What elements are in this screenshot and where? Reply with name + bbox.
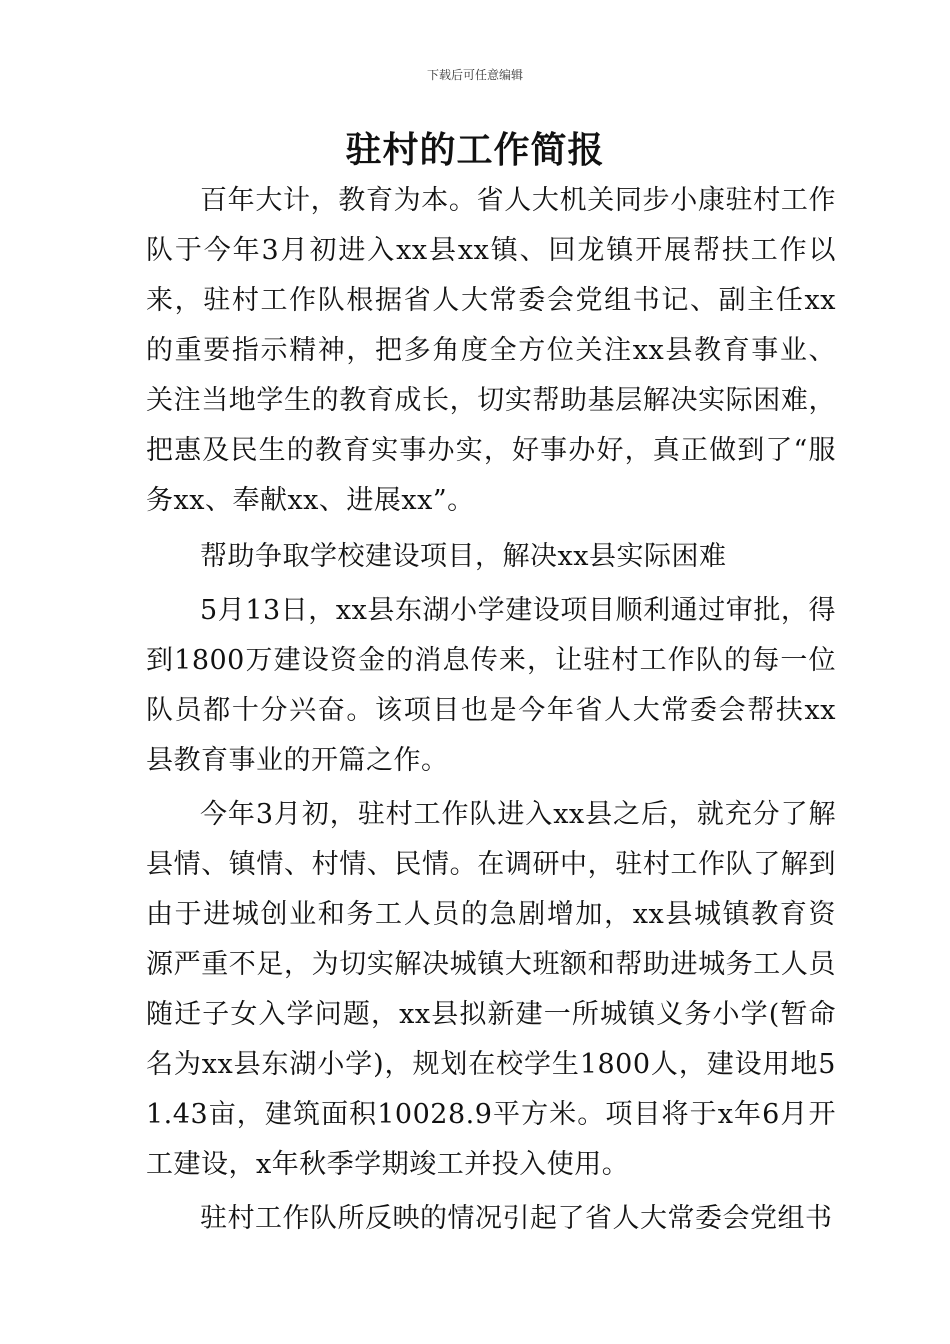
paragraph-intro: 百年大计，教育为本。省人大机关同步小康驻村工作队于今年3月初进入xx县xx镇、回龙镇开展帮扶工作以来，驻村工作队根据省人大常委会党组书记、副主任xx的重要指示精神，把多角度全方位关注xx县教育事业、关注当地学生的教育成长，切实帮助基层解决实际困难，把惠及民生的教育实事办实，好事办好，真正做到了“服务xx、奉献xx、进展xx”。 [146, 185, 836, 516]
paragraph-background: 今年3月初，驻村工作队进入xx县之后，就充分了解县情、镇情、村情、民情。在调研中，驻村工作队了解到由于进城创业和务工人员的急剧增加，xx县城镇教育资源严重不足，为切实解决城镇大班额和帮助进城务工人员随迁子女入学问题，xx县拟新建一所城镇义务小学(暂命名为xx县东湖小学)，规划在校学生1800人，建设用地51.43亩，建筑面积10028.9平方米。项目将于x年6月开工建设，x年秋季学期竣工并投入使用。 [146, 799, 836, 1180]
paragraph-project-approval: 5月13日，xx县东湖小学建设项目顺利通过审批，得到1800万建设资金的消息传来，让驻村工作队的每一位队员都十分兴奋。该项目也是今年省人大常委会帮扶xx县教育事业的开篇之作。 [146, 595, 836, 776]
document-body [146, 176, 836, 1244]
paragraph-continued: 驻村工作队所反映的情况引起了省人大常委会党组书 [200, 1203, 833, 1234]
paragraph-subheading: 帮助争取学校建设项目，解决xx县实际困难 [200, 541, 727, 572]
header-note: 下载后可任意编辑 [426, 68, 523, 82]
document-title: 驻村的工作简报 [345, 129, 605, 171]
